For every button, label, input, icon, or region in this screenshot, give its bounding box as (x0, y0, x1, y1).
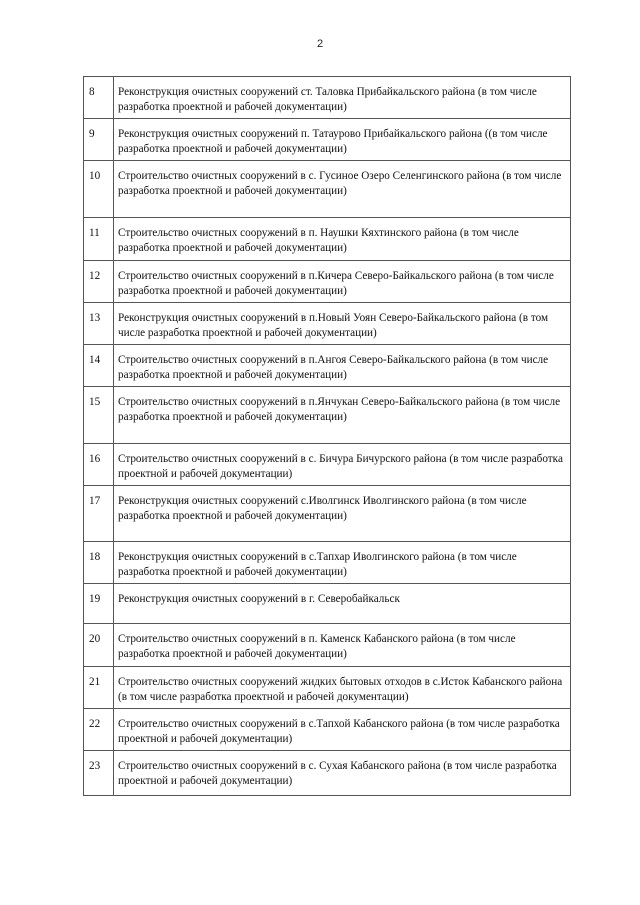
row-number: 20 (84, 624, 114, 667)
row-text: Строительство очистных сооружений в с. Сухая Кабанского района (в том числе разработка проектной и рабочей документации) (114, 751, 571, 796)
table-row (84, 345, 571, 387)
row-text: Реконструкция очистных сооружений ст. Таловка Прибайкальского района (в том числе разработка проектной и рабочей документации) (114, 77, 571, 119)
table-row (84, 77, 571, 119)
row-text: Строительство очистных сооружений в с. Бичура Бичурского района (в том числе разработка проектной и рабочей документации) (114, 444, 571, 486)
row-number: 10 (84, 161, 114, 218)
row-text: Реконструкция очистных сооружений с.Иволгинск Иволгинского района (в том числе разработка проектной и рабочей документации) (114, 486, 571, 542)
table-row (84, 218, 571, 261)
row-text: Реконструкция очистных сооружений в г. Северобайкальск (114, 584, 571, 624)
table-row (84, 542, 571, 584)
row-text: Строительство очистных сооружений в с. Гусиное Озеро Селенгинского района (в том числе разработка проектной и рабочей документации) (114, 161, 571, 218)
row-text: Строительство очистных сооружений в п.Ангоя Северо-Байкальского района (в том числе разработка проектной и рабочей документации) (114, 345, 571, 387)
table-row (84, 709, 571, 751)
row-number: 11 (84, 218, 114, 261)
row-text: Строительство очистных сооружений в п. Наушки Кяхтинского района (в том числе разработка проектной и рабочей документации) (114, 218, 571, 261)
row-text: Строительство очистных сооружений в с.Тапхой Кабанского района (в том числе разработка проектной и рабочей документации) (114, 709, 571, 751)
table-row (84, 751, 571, 796)
row-text: Реконструкция очистных сооружений в п.Новый Уоян Северо-Байкальского района (в том числе разработка проектной и рабочей документации) (114, 303, 571, 345)
row-number: 9 (84, 119, 114, 161)
table-row (84, 161, 571, 218)
table-row (84, 584, 571, 624)
table-row (84, 667, 571, 709)
projects-table (83, 76, 571, 796)
page-number: 2 (316, 38, 324, 50)
table-row (84, 387, 571, 444)
row-number: 18 (84, 542, 114, 584)
table-row (84, 624, 571, 667)
row-number: 15 (84, 387, 114, 444)
row-number: 14 (84, 345, 114, 387)
row-number: 17 (84, 486, 114, 542)
row-text: Строительство очистных сооружений в п. Каменск Кабанского района (в том числе разработка проектной и рабочей документации) (114, 624, 571, 667)
row-text: Строительство очистных сооружений в п.Кичера Северо-Байкальского района (в том числе разработка проектной и рабочей документации) (114, 261, 571, 303)
row-number: 12 (84, 261, 114, 303)
row-text: Реконструкция очистных сооружений п. Татаурово Прибайкальского района ((в том числе разработка проектной и рабочей документации) (114, 119, 571, 161)
row-number: 22 (84, 709, 114, 751)
row-number: 16 (84, 444, 114, 486)
table-row (84, 486, 571, 542)
row-number: 21 (84, 667, 114, 709)
row-number: 8 (84, 77, 114, 119)
row-text: Строительство очистных сооружений жидких бытовых отходов в с.Исток Кабанского района (в том числе разработка проектной и рабочей документации) (114, 667, 571, 709)
row-number: 13 (84, 303, 114, 345)
table-row (84, 303, 571, 345)
table-row (84, 444, 571, 486)
row-text: Строительство очистных сооружений в п.Янчукан Северо-Байкальского района (в том числе разработка проектной и рабочей документации) (114, 387, 571, 444)
table-row (84, 119, 571, 161)
row-text: Реконструкция очистных сооружений в с.Тапхар Иволгинского района (в том числе разработка проектной и рабочей документации) (114, 542, 571, 584)
row-number: 19 (84, 584, 114, 624)
row-number: 23 (84, 751, 114, 796)
table-row (84, 261, 571, 303)
